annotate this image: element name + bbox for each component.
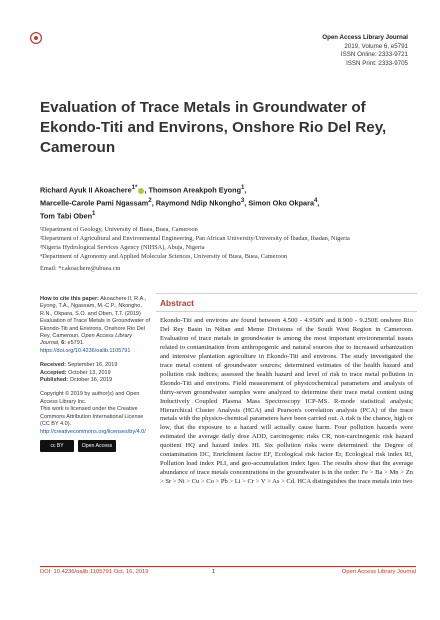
issn-print: ISSN Print: 2333-9705 (346, 59, 408, 67)
author-name[interactable]: , Simon Oko Okpara (244, 198, 315, 208)
paper-title: Evaluation of Trace Metals in Groundwater of Ekondo-Titi and Environs, Onshore Rio Del Rey, Cameroun (40, 99, 387, 156)
cite-text: Akoachere II, R.A., Eyong, T.A., Ngassam, M.-C.P., Nkongho, R.N., Okpara, S.O. and Oben, T.T. (2019) Evaluation of Trace Metals in Groundwater of Ekondo-Titi and Environs, Onshore Rio Del Rey, Cameroun. (40, 296, 151, 340)
doi-link[interactable]: https://doi.org/10.4236/oalib.1105791 (40, 347, 131, 354)
page-number: 1 (212, 569, 216, 575)
author-name[interactable]: , Thomson Areakpoh Eyong (144, 185, 242, 195)
license-text: This work is licensed under the Creative Commons Attribution International License (CC BY 4.0). (40, 406, 144, 428)
contact-email[interactable]: Email: *r.akoachere@ubuea.cm (40, 264, 121, 272)
published-label: Published: (40, 377, 69, 384)
affiliation: ¹Department of Geology, University of Buea, Buea, Cameroon (40, 226, 198, 233)
dates-block (40, 362, 152, 384)
author-sup: 2 (148, 197, 152, 205)
author-line-1: Richard Ayuk II Akoachere$^{1*}$ , Thomson Areakpoh Eyong$^1$, (40, 184, 247, 195)
cc-by-badge[interactable]: cc BY (40, 440, 74, 452)
affiliation: ²Department of Agricultural and Environmental Engineering, Pan African University/University of Ibadan, Ibadan, Nigeria (40, 234, 350, 242)
abstract-body: Ekondo-Titi and environs are found between 4.500 - 4.950N and 8.900 - 9.250E onshore Rio Del Rey Basin in Ndian and Meme Divisions of the South West Region in Cameroon. Evaluation of trace metals in groundwater is among the most important environmental issues related to contamination from anthropogenic and natural sources due to increased urbanization and intensive plantation agriculture in Ekondo-Titi and environs. The study investigated the trace metal content of groundwater sources; determined estimates of the health hazard and pollution risk indices; assessed the health hazard and level of risk to trace metal pollution in Ekondo-Titi and environs. Field measurement of physicochemical parameters and analysis of thirty-seven groundwater samples were analyzed to determine their trace metal content using Inductively Coupled Plasma Mass Spectroscopy ICP-MS. R-mode statistical analysis; Hierarchical Cluster Analysis (HCA) and Pearson's correlation analysis (PCA) of the trace metals with the physico-chemical parameters have been carried out. A risk is the chance, high or low, that the exposure to a hazard will actually cause harm. Four pollution hazards were estimated the average daily dose ADD, carcinogenic risks CR, non-carcinogenic risk hazard quotient HQ and hazard index HI. Six pollution risks were determined: the Degree of contamination DC, Enrichment factor EF, Ecological risk factor Er, Ecological risk index RI, Pollution load index PLI, and geo-accumulation index Igeo. The results show that the average abundance of trace metals concentrations in the groundwater is in the order: Fe > Ba > Mn > Zn > Sr > Ni > Cu > Co > Pb > Li > Cr > V > As > Cd. HCA distinguishes the trace metals into two (160, 317, 413, 486)
author-sup: 1 (241, 184, 245, 191)
abstract-heading: Abstract (156, 294, 417, 312)
received-date: September 16, 2019 (67, 362, 118, 369)
cite-journal: Open Access Library Journal, (40, 333, 133, 347)
license-badges (40, 440, 152, 452)
affiliation: ³Nigeria Hydrological Services Agency (NIHSA), Abuja, Nigeria (40, 243, 205, 251)
author-name[interactable]: , Raymond Ndip Nkongho (151, 198, 241, 208)
footer-journal[interactable]: Open Access Library Journal (341, 569, 416, 575)
accepted-date: October 13, 2019 (68, 369, 111, 376)
affiliation: ⁴Department of Agronomy and Applied Molecular Sciences, University of Buea, Buea, Cameroon (40, 252, 288, 260)
received-label: Received: (40, 362, 66, 369)
author-sup: 4 (314, 197, 318, 205)
journal-name: Open Access Library Journal (322, 34, 408, 41)
citation-block (40, 296, 152, 355)
published-date: October 16, 2019 (69, 377, 113, 384)
author-name[interactable]: Richard Ayuk II Akoachere (40, 185, 132, 195)
article-sidebar (40, 296, 152, 459)
author-sup: 3 (240, 197, 245, 205)
license-link[interactable]: http://creativecommons.org/licenses/by/4.0/ (40, 428, 146, 435)
footer-divider (40, 566, 416, 567)
license-block (40, 391, 152, 451)
cite-label: How to cite this paper: (40, 296, 99, 302)
copyright-text: Copyright © 2019 by author(s) and Open Access Library Inc. (40, 391, 140, 405)
author-line-3 (40, 209, 400, 222)
issn-online: ISSN Online: 2333-9721 (340, 51, 408, 59)
cite-article-number: e5791. (67, 340, 85, 347)
abstract-section (156, 293, 417, 557)
journal-volume: 2019, Volume 6, e5791 (344, 42, 408, 50)
author-list (40, 183, 400, 222)
accepted-label: Accepted: (40, 369, 67, 376)
author-line-2: Marcelle-Carole Pami Ngassam$^2$, Raymond Ndip Nkongho$^3$, Simon Oko Okpara$^4$, (40, 197, 320, 208)
cite-volume: 6: (61, 340, 66, 347)
footer-doi[interactable]: DOI: 10.4236/oalib.1105791 Oct. 16, 2019 (40, 569, 149, 575)
author-name[interactable]: Tom Tabi Oben (40, 211, 93, 221)
author-name[interactable]: Marcelle-Carole Pami Ngassam (40, 198, 149, 208)
author-sup: 1* (131, 184, 138, 191)
journal-logo-icon (30, 32, 42, 44)
affiliations (40, 226, 410, 274)
journal-info (322, 34, 408, 68)
author-sup: 1 (92, 210, 96, 218)
open-access-badge[interactable]: Open Access (78, 440, 116, 452)
